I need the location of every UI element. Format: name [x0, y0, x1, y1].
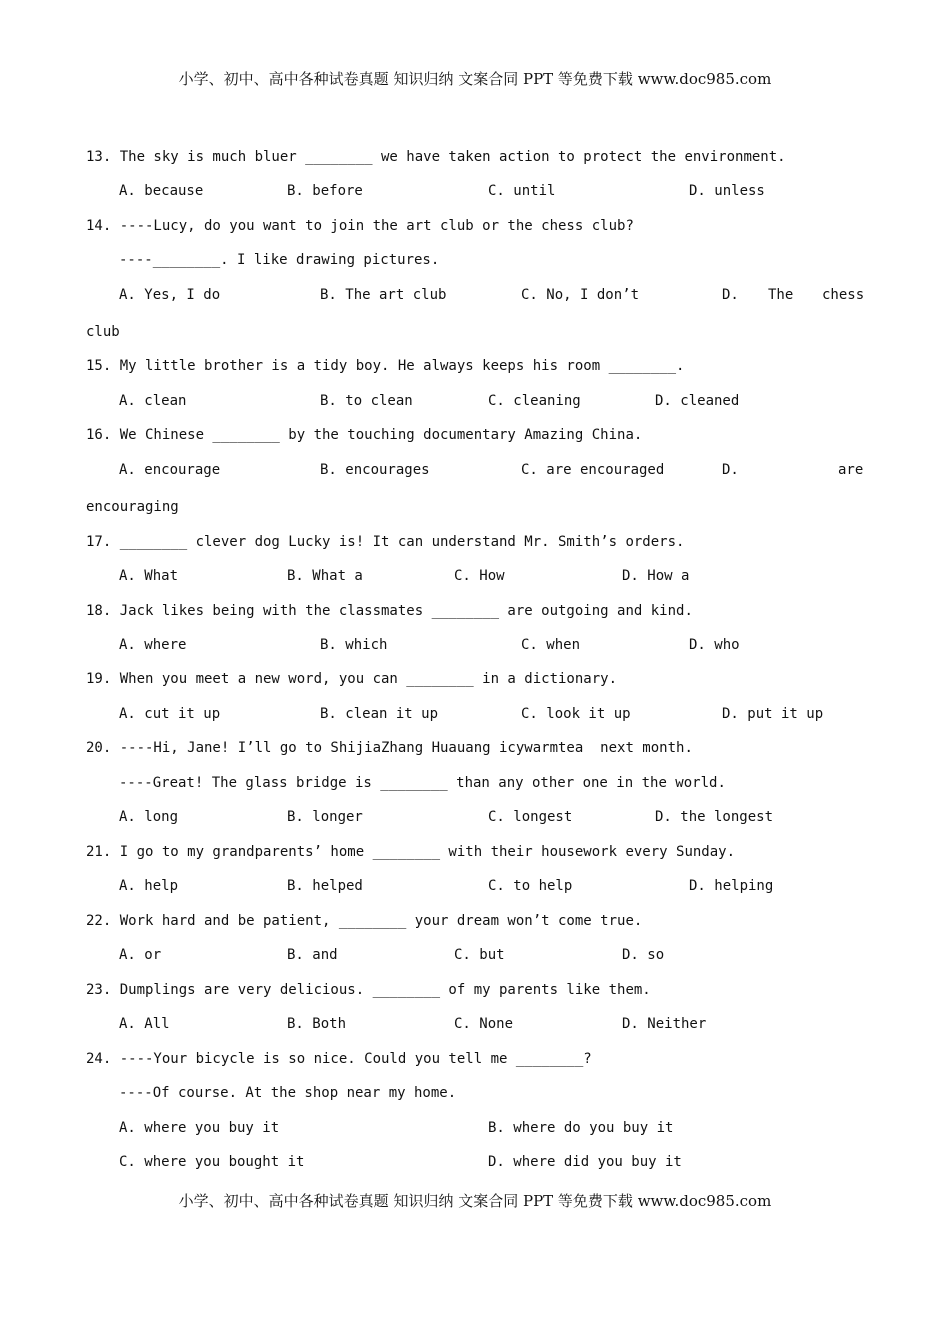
question-13-option-c: C. until	[488, 183, 556, 199]
question-16-option-d-letter: D.	[722, 462, 739, 478]
question-15-stem: 15. My little brother is a tidy boy. He always keeps his room ________.	[86, 358, 685, 374]
question-17-option-d: D. How a	[622, 568, 690, 584]
question-13-option-a: A. because	[119, 183, 204, 199]
question-21-option-a: A. help	[119, 878, 179, 894]
page-header: 小学、初中、高中各种试卷真题 知识归纳 文案合同 PPT 等免费下载 www.doc985.com	[178, 70, 772, 88]
question-13-stem: 13. The sky is much bluer ________ we have taken action to protect the environment.	[86, 149, 786, 165]
question-17-stem: 17. ________ clever dog Lucky is! It can understand Mr. Smith’s orders.	[86, 534, 685, 550]
question-21-option-c: C. to help	[488, 878, 573, 894]
question-24-option-b: B. where do you buy it	[488, 1120, 674, 1136]
question-18-stem: 18. Jack likes being with the classmates ________ are outgoing and kind.	[86, 603, 693, 619]
question-18-option-c: C. when	[521, 637, 581, 653]
question-13-option-d: D. unless	[689, 183, 765, 199]
question-20-stem: 20. ----Hi, Jane! I’ll go to ShijiaZhang Huauang icywarmtea next month.	[86, 740, 693, 756]
page-footer: 小学、初中、高中各种试卷真题 知识归纳 文案合同 PPT 等免费下载 www.doc985.com	[178, 1192, 772, 1210]
question-24-option-d: D. where did you buy it	[488, 1154, 682, 1170]
question-16-option-d-wrap: encouraging	[86, 499, 179, 515]
question-24-reply: ----Of course. At the shop near my home.	[119, 1085, 457, 1101]
question-24-option-c: C. where you bought it	[119, 1154, 305, 1170]
question-21-option-d: D. helping	[689, 878, 774, 894]
question-22-option-d: D. so	[622, 947, 665, 963]
question-19-option-c: C. look it up	[521, 706, 631, 722]
question-20-reply: ----Great! The glass bridge is ________ than any other one in the world.	[119, 775, 726, 791]
question-22-stem: 22. Work hard and be patient, ________ your dream won’t come true.	[86, 913, 643, 929]
question-14-option-d-wrap: club	[86, 324, 120, 340]
question-19-option-b: B. clean it up	[320, 706, 439, 722]
question-17-option-b: B. What a	[287, 568, 363, 584]
question-22-option-a: A. or	[119, 947, 162, 963]
question-20-option-b: B. longer	[287, 809, 363, 825]
question-14-stem: 14. ----Lucy, do you want to join the art club or the chess club?	[86, 218, 634, 234]
question-16-option-b: B. encourages	[320, 462, 430, 478]
question-21-option-b: B. helped	[287, 878, 363, 894]
question-15-option-d: D. cleaned	[655, 393, 740, 409]
question-18-option-a: A. where	[119, 637, 187, 653]
question-21-stem: 21. I go to my grandparents’ home ________ with their housework every Sunday.	[86, 844, 736, 860]
question-20-option-d: D. the longest	[655, 809, 774, 825]
question-14-reply: ----________. I like drawing pictures.	[119, 252, 440, 268]
question-19-option-a: A. cut it up	[119, 706, 221, 722]
question-14-option-a: A. Yes, I do	[119, 287, 221, 303]
question-20-option-a: A. long	[119, 809, 179, 825]
question-23-option-b: B. Both	[287, 1016, 347, 1032]
question-18-option-b: B. which	[320, 637, 388, 653]
question-16-stem: 16. We Chinese ________ by the touching documentary Amazing China.	[86, 427, 643, 443]
question-20-option-c: C. longest	[488, 809, 573, 825]
question-23-stem: 23. Dumplings are very delicious. ________ of my parents like them.	[86, 982, 651, 998]
question-16-option-a: A. encourage	[119, 462, 221, 478]
question-14-option-d-letter: D.	[722, 287, 739, 303]
question-17-option-a: A. What	[119, 568, 179, 584]
question-16-option-d-word: are	[838, 462, 864, 478]
question-13-option-b: B. before	[287, 183, 363, 199]
question-15-option-b: B. to clean	[320, 393, 413, 409]
question-17-option-c: C. How	[454, 568, 505, 584]
question-22-option-b: B. and	[287, 947, 338, 963]
question-14-option-b: B. The art club	[320, 287, 447, 303]
question-19-option-d: D. put it up	[722, 706, 824, 722]
question-15-option-c: C. cleaning	[488, 393, 581, 409]
question-24-stem: 24. ----Your bicycle is so nice. Could you tell me ________?	[86, 1051, 592, 1067]
question-22-option-c: C. but	[454, 947, 505, 963]
question-23-option-a: A. All	[119, 1016, 170, 1032]
question-23-option-c: C. None	[454, 1016, 514, 1032]
question-18-option-d: D. who	[689, 637, 740, 653]
question-15-option-a: A. clean	[119, 393, 187, 409]
question-16-option-c: C. are encouraged	[521, 462, 665, 478]
question-24-option-a: A. where you buy it	[119, 1120, 280, 1136]
question-23-option-d: D. Neither	[622, 1016, 707, 1032]
question-14-option-c: C. No, I don’t	[521, 287, 640, 303]
question-14-option-d-word2: chess	[822, 287, 865, 303]
question-19-stem: 19. When you meet a new word, you can ________ in a dictionary.	[86, 671, 618, 687]
question-14-option-d-word1: The	[768, 287, 794, 303]
